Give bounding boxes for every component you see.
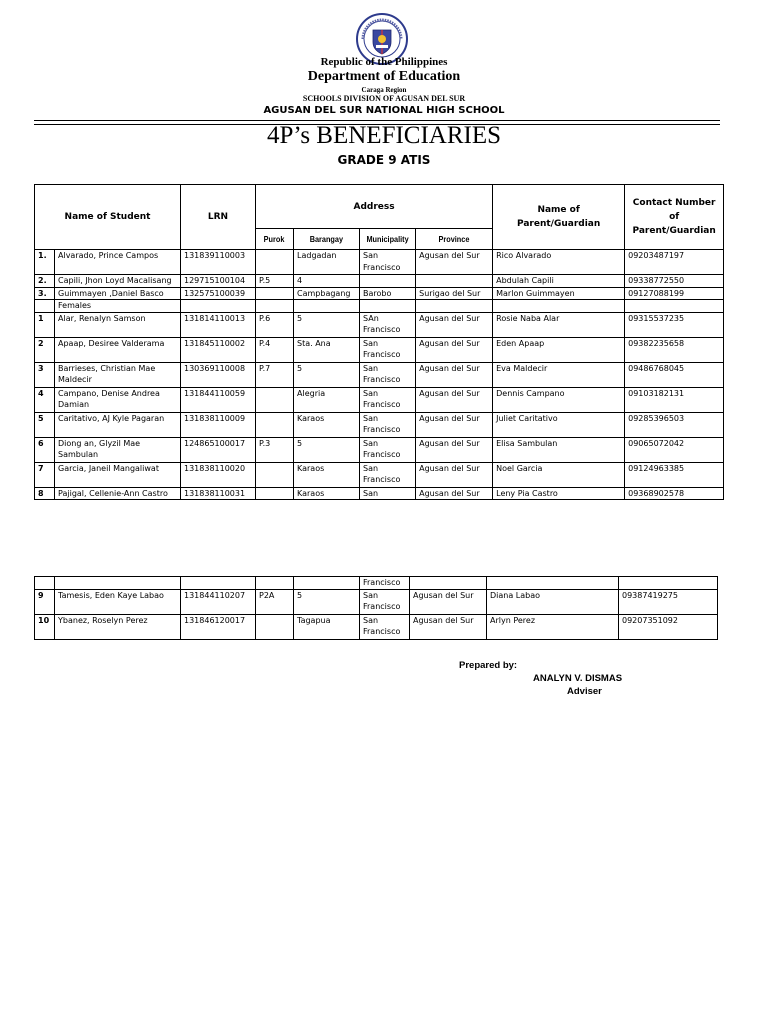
cell-province: Agusan del Sur <box>410 589 487 614</box>
table-row <box>35 275 724 288</box>
cell-province: Agusan del Sur <box>416 312 493 337</box>
cell-contact: 09203487197 <box>625 250 724 275</box>
cell-no: 8 <box>35 487 55 500</box>
cell-name: Diong an, Glyzil Mae Sambulan <box>55 437 181 462</box>
cell-contact: 09065072042 <box>625 437 724 462</box>
cell-barangay: Campbagang <box>294 287 360 300</box>
table-row <box>35 487 724 500</box>
cell-purok <box>256 614 294 639</box>
cell-name: Campano, Denise Andrea Damian <box>55 387 181 412</box>
cell-lrn: 131839110003 <box>181 250 256 275</box>
cell-no <box>35 577 55 590</box>
table-body <box>35 250 724 500</box>
table-row <box>35 437 724 462</box>
cell-name: Garcia, Janeil Mangaliwat <box>55 462 181 487</box>
cell-purok <box>256 287 294 300</box>
cell-contact <box>625 300 724 313</box>
cell-lrn: 131838110031 <box>181 487 256 500</box>
header-barangay: Barangay <box>294 229 360 250</box>
table-row <box>35 577 718 590</box>
cell-municipality <box>360 300 416 313</box>
cell-barangay: Karaos <box>294 487 360 500</box>
cell-contact: 09127088199 <box>625 287 724 300</box>
table-row <box>35 589 718 614</box>
cell-name: Caritativo, AJ Kyle Pagaran <box>55 412 181 437</box>
cell-barangay: Karaos <box>294 412 360 437</box>
cell-parent: Elisa Sambulan <box>493 437 625 462</box>
cell-parent <box>487 577 619 590</box>
table-row <box>35 250 724 275</box>
cell-purok <box>256 300 294 313</box>
cell-parent: Noel Garcia <box>493 462 625 487</box>
header-parent-guardian: Name of Parent/Guardian <box>493 185 625 250</box>
cell-purok: P.3 <box>256 437 294 462</box>
cell-parent: Juliet Caritativo <box>493 412 625 437</box>
cell-province: Agusan del Sur <box>416 337 493 362</box>
cell-no: 4 <box>35 387 55 412</box>
cell-name <box>55 577 181 590</box>
cell-lrn: 124865100017 <box>181 437 256 462</box>
header-municipality: Municipality <box>360 229 416 250</box>
table-row <box>35 412 724 437</box>
cell-name: Tamesis, Eden Kaye Labao <box>55 589 181 614</box>
table-row <box>35 362 724 387</box>
cell-lrn: 131844110059 <box>181 387 256 412</box>
header-divider <box>34 120 720 121</box>
cell-municipality: San Francisco <box>360 337 416 362</box>
cell-contact: 09207351092 <box>619 614 718 639</box>
cell-parent: Arlyn Perez <box>487 614 619 639</box>
cell-municipality: Barobo <box>360 287 416 300</box>
cell-no: 2 <box>35 337 55 362</box>
cell-barangay: 5 <box>294 437 360 462</box>
cell-parent: Eden Apaap <box>493 337 625 362</box>
cell-no: 2. <box>35 275 55 288</box>
cell-province <box>410 577 487 590</box>
cell-province: Agusan del Sur <box>416 362 493 387</box>
table-row <box>35 287 724 300</box>
cell-barangay: Karaos <box>294 462 360 487</box>
cell-no: 10 <box>35 614 55 639</box>
cell-parent: Dennis Campano <box>493 387 625 412</box>
preparer-role: Adviser <box>567 686 602 697</box>
cell-municipality: SAn Francisco <box>360 312 416 337</box>
cell-barangay: Sta. Ana <box>294 337 360 362</box>
cell-purok: P.4 <box>256 337 294 362</box>
cell-barangay: 5 <box>294 312 360 337</box>
table-row <box>35 387 724 412</box>
cell-lrn: 131845110002 <box>181 337 256 362</box>
cell-barangay: Alegria <box>294 387 360 412</box>
beneficiaries-table <box>34 184 724 500</box>
cell-municipality: San Francisco <box>360 437 416 462</box>
cell-province: Agusan del Sur <box>416 437 493 462</box>
cell-municipality: San Francisco <box>360 589 410 614</box>
cell-contact: 09285396503 <box>625 412 724 437</box>
cell-no: 7 <box>35 462 55 487</box>
cell-parent <box>493 300 625 313</box>
cell-name: Guimmayen ,Daniel Basco <box>55 287 181 300</box>
preparer-name: ANALYN V. DISMAS <box>533 673 623 684</box>
cell-purok: P.7 <box>256 362 294 387</box>
cell-barangay <box>294 577 360 590</box>
cell-lrn: 131838110020 <box>181 462 256 487</box>
cell-contact: 09368902578 <box>625 487 724 500</box>
cell-contact: 09486768045 <box>625 362 724 387</box>
cell-purok: P.6 <box>256 312 294 337</box>
cell-parent: Rosie Naba Alar <box>493 312 625 337</box>
cell-contact: 09315537235 <box>625 312 724 337</box>
cell-purok <box>256 487 294 500</box>
cell-parent: Marlon Guimmayen <box>493 287 625 300</box>
cell-municipality: San Francisco <box>360 362 416 387</box>
cell-lrn: 130369110008 <box>181 362 256 387</box>
cell-parent: Leny Pia Castro <box>493 487 625 500</box>
cell-parent: Abdulah Capili <box>493 275 625 288</box>
cell-parent: Eva Maldecir <box>493 362 625 387</box>
cell-purok <box>256 387 294 412</box>
cell-municipality <box>360 275 416 288</box>
cell-name: Pajigal, Cellenie-Ann Castro <box>55 487 181 500</box>
table-row <box>35 300 724 313</box>
cell-lrn: 131844110207 <box>181 589 256 614</box>
cell-parent: Diana Labao <box>487 589 619 614</box>
cell-municipality: Francisco <box>360 577 410 590</box>
cell-contact: 09382235658 <box>625 337 724 362</box>
header-school: AGUSAN DEL SUR NATIONAL HIGH SCHOOL <box>263 105 505 116</box>
header-purok: Purok <box>256 229 294 250</box>
cell-barangay: 5 <box>294 362 360 387</box>
cell-contact: 09387419275 <box>619 589 718 614</box>
cell-name: Alvarado, Prince Campos <box>55 250 181 275</box>
cell-contact: 09103182131 <box>625 387 724 412</box>
table-row <box>35 462 724 487</box>
cell-name: Females <box>55 300 181 313</box>
header-province: Province <box>416 229 493 250</box>
cell-municipality: San Francisco <box>360 387 416 412</box>
table-row <box>35 312 724 337</box>
cell-municipality: San Francisco <box>360 250 416 275</box>
document-subtitle: GRADE 9 ATIS <box>337 153 431 167</box>
cell-municipality: San Francisco <box>360 614 410 639</box>
cell-purok <box>256 577 294 590</box>
header-name-of-student: Name of Student <box>35 185 181 250</box>
cell-no <box>35 300 55 313</box>
cell-lrn: 131846120017 <box>181 614 256 639</box>
cell-barangay: Ladgadan <box>294 250 360 275</box>
cell-parent: Rico Alvarado <box>493 250 625 275</box>
cell-no: 1. <box>35 250 55 275</box>
cell-contact: 09338772550 <box>625 275 724 288</box>
cell-purok: P2A <box>256 589 294 614</box>
cell-lrn: 131814110013 <box>181 312 256 337</box>
cell-province <box>416 300 493 313</box>
cell-province: Agusan del Sur <box>416 387 493 412</box>
header-lrn: LRN <box>181 185 256 250</box>
cell-province: Agusan del Sur <box>410 614 487 639</box>
cell-lrn: 132575100039 <box>181 287 256 300</box>
cell-province: Agusan del Sur <box>416 412 493 437</box>
header-department: Department of Education <box>307 69 461 84</box>
header-contact-number: Contact Number of Parent/Guardian <box>625 185 724 250</box>
cell-province <box>416 275 493 288</box>
beneficiaries-table-continued <box>34 576 718 640</box>
table-body-continued <box>35 577 718 640</box>
cell-municipality: San Francisco <box>360 462 416 487</box>
cell-province: Agusan del Sur <box>416 462 493 487</box>
cell-contact: 09124963385 <box>625 462 724 487</box>
cell-contact <box>619 577 718 590</box>
cell-name: Alar, Renalyn Samson <box>55 312 181 337</box>
cell-name: Capili, Jhon Loyd Macalisang <box>55 275 181 288</box>
cell-no: 1 <box>35 312 55 337</box>
cell-municipality: San <box>360 487 416 500</box>
cell-province: Agusan del Sur <box>416 487 493 500</box>
cell-no: 5 <box>35 412 55 437</box>
cell-purok: P.5 <box>256 275 294 288</box>
table-row <box>35 337 724 362</box>
cell-barangay: 5 <box>294 589 360 614</box>
cell-no: 3. <box>35 287 55 300</box>
cell-name: Barrieses, Christian Mae Maldecir <box>55 362 181 387</box>
cell-lrn: 129715100104 <box>181 275 256 288</box>
header-region: Caraga Region <box>361 86 407 94</box>
cell-purok <box>256 462 294 487</box>
header-republic: Republic of the Philippines <box>320 56 448 68</box>
document-title: 4P’s BENEFICIARIES <box>266 122 502 149</box>
cell-no: 9 <box>35 589 55 614</box>
cell-barangay: Tagapua <box>294 614 360 639</box>
cell-purok <box>256 250 294 275</box>
table-row <box>35 614 718 639</box>
cell-name: Ybanez, Roselyn Perez <box>55 614 181 639</box>
cell-province: Surigao del Sur <box>416 287 493 300</box>
cell-purok <box>256 412 294 437</box>
cell-barangay: 4 <box>294 275 360 288</box>
header-division: SCHOOLS DIVISION OF AGUSAN DEL SUR <box>302 94 466 103</box>
cell-lrn <box>181 577 256 590</box>
cell-no: 3 <box>35 362 55 387</box>
cell-lrn <box>181 300 256 313</box>
cell-barangay <box>294 300 360 313</box>
cell-no: 6 <box>35 437 55 462</box>
cell-province: Agusan del Sur <box>416 250 493 275</box>
header-address: Address <box>256 185 493 229</box>
cell-lrn: 131838110009 <box>181 412 256 437</box>
cell-name: Apaap, Desiree Valderama <box>55 337 181 362</box>
prepared-by-label: Prepared by: <box>459 660 518 671</box>
cell-municipality: San Francisco <box>360 412 416 437</box>
